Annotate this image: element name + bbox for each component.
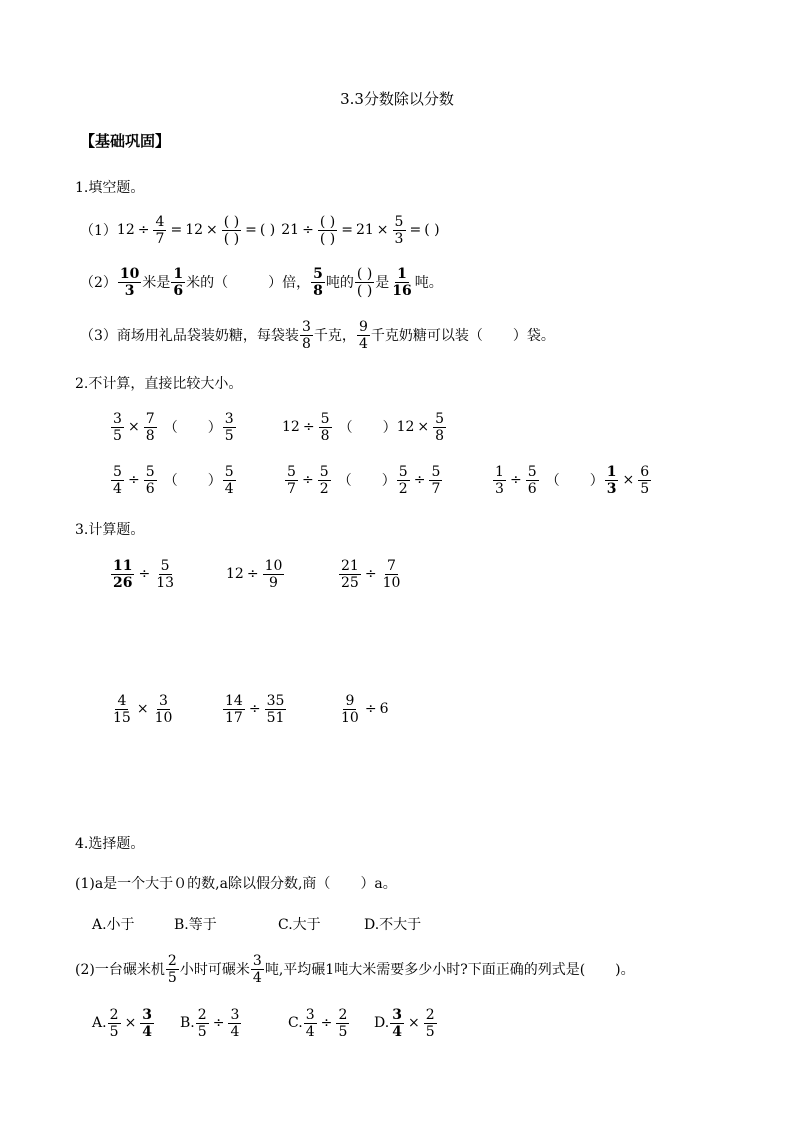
fraction <box>251 954 264 985</box>
fraction <box>433 412 446 443</box>
denominator: 10 <box>341 709 359 726</box>
fraction <box>336 1008 349 1039</box>
q2-item-5 <box>492 461 652 499</box>
fraction <box>111 465 124 496</box>
numerator: 3 <box>142 1006 153 1023</box>
fraction <box>638 465 651 496</box>
denominator: 9 <box>269 574 278 591</box>
numerator: ( ) <box>356 265 373 282</box>
fraction <box>144 412 157 443</box>
text: ）袋。 <box>512 328 555 344</box>
fraction <box>153 215 166 246</box>
divide-sign: ÷ <box>137 222 150 238</box>
times-sign: × <box>128 419 140 435</box>
divide-sign: ÷ <box>138 566 151 582</box>
numerator: 5 <box>397 465 410 481</box>
option-label: C. <box>288 1015 303 1031</box>
open-paren: （ <box>337 473 352 489</box>
q4-option-c[interactable] <box>288 1004 350 1042</box>
q4-option-d[interactable] <box>374 1004 438 1042</box>
numerator: 5 <box>144 465 157 481</box>
number: 6 <box>379 701 389 717</box>
times-sign: × <box>206 222 218 238</box>
denominator: 3 <box>606 480 617 497</box>
text: 吨,平均碾1吨大米需要多少小时?下面正确的列式是( <box>264 962 586 978</box>
numerator: 5 <box>429 465 442 481</box>
divide-sign: ÷ <box>302 419 315 435</box>
q1-p2-label: （2） <box>80 275 117 291</box>
denominator: 26 <box>113 574 133 591</box>
divide-sign: ÷ <box>364 566 377 582</box>
equals-sign: = <box>341 222 353 238</box>
number: 12 <box>226 566 244 582</box>
close-paren: ） <box>381 473 396 489</box>
numerator: 6 <box>638 465 651 481</box>
number: 12 <box>185 222 204 238</box>
text: )。 <box>615 962 635 978</box>
fraction <box>265 694 287 725</box>
denominator: ( ) <box>319 230 336 247</box>
fraction <box>166 954 179 985</box>
fraction <box>111 412 124 443</box>
denominator: 5 <box>640 480 650 497</box>
q2-item-2 <box>282 408 447 446</box>
q3-item-1 <box>110 555 177 593</box>
q4-part1-options <box>92 913 421 935</box>
fraction <box>154 559 176 590</box>
open-paren: （ <box>163 420 178 436</box>
divide-sign: ÷ <box>413 472 426 488</box>
text: 小时可碾米 <box>179 962 250 978</box>
denominator: 4 <box>230 1023 240 1040</box>
times-sign: × <box>376 222 389 238</box>
fraction <box>357 320 370 351</box>
fraction <box>300 320 313 351</box>
text: 是 <box>375 275 390 291</box>
divide-sign: ÷ <box>302 472 314 488</box>
fraction <box>339 694 361 725</box>
text: 千克， <box>313 328 356 344</box>
fraction <box>153 694 175 725</box>
q2-item-4 <box>284 461 443 499</box>
numerator: 9 <box>357 320 370 336</box>
numerator: 4 <box>153 215 166 231</box>
section-heading: 【基础巩固】 <box>80 132 171 150</box>
numerator: 3 <box>111 412 124 428</box>
fraction <box>171 267 185 298</box>
denominator: 3 <box>394 230 404 247</box>
text: 米是 <box>142 275 171 291</box>
equals-sign: = <box>170 222 183 238</box>
text: 吨的 <box>325 275 354 291</box>
q2-item-1 <box>110 408 237 446</box>
equals-sign: = <box>245 222 257 238</box>
text: 米的（ <box>186 275 229 291</box>
q3-item-5 <box>222 690 287 728</box>
q3-item-2 <box>226 555 285 593</box>
fraction <box>393 215 406 246</box>
denominator: 4 <box>113 480 122 497</box>
fraction <box>390 267 413 298</box>
denominator: 13 <box>156 574 175 591</box>
q1-part2 <box>80 263 443 301</box>
numerator: 5 <box>111 465 124 481</box>
option-label: B. <box>180 1015 195 1031</box>
denominator: 5 <box>167 969 177 986</box>
fraction <box>285 465 298 496</box>
option-label: D. <box>374 1015 390 1031</box>
fraction <box>140 1008 154 1039</box>
numerator: 3 <box>251 954 264 970</box>
denominator: ( ) <box>356 282 373 299</box>
times-sign: × <box>136 701 149 717</box>
denominator: 4 <box>224 480 234 497</box>
denominator: 10 <box>382 574 401 591</box>
fraction <box>223 465 236 496</box>
q2-heading: 2.不计算，直接比较大小。 <box>75 376 243 392</box>
denominator: 6 <box>527 480 537 497</box>
numerator: 5 <box>159 559 172 575</box>
q1-heading: 1.填空题。 <box>75 180 145 196</box>
denominator: 2 <box>398 480 408 497</box>
fraction <box>318 465 331 496</box>
divide-sign: ÷ <box>510 472 522 488</box>
numerator: 3 <box>157 694 170 710</box>
divide-sign: ÷ <box>302 222 314 238</box>
denominator: 4 <box>305 1023 315 1040</box>
divide-sign: ÷ <box>364 701 377 717</box>
text: 吨。 <box>414 275 443 291</box>
divide-sign: ÷ <box>320 1015 333 1031</box>
q4-part2 <box>75 950 635 988</box>
numerator: 7 <box>144 412 157 428</box>
q4-heading: 4.选择题。 <box>75 836 145 852</box>
fraction <box>319 412 332 443</box>
fraction <box>381 559 403 590</box>
number: 21 <box>281 222 300 238</box>
q1-p3-label: （3） <box>80 328 117 344</box>
close-paren: ） <box>207 473 222 489</box>
denominator: 2 <box>319 480 329 497</box>
denominator: 25 <box>341 574 359 591</box>
times-sign: × <box>417 419 430 435</box>
denominator: 8 <box>320 427 330 444</box>
text: 千克奶糖可以装（ <box>370 328 483 344</box>
fraction-blank <box>355 267 374 298</box>
close-paren: ） <box>207 420 222 436</box>
numerator: 5 <box>433 412 446 428</box>
fraction-blank <box>318 215 337 246</box>
fraction <box>397 465 410 496</box>
close-paren: ） <box>382 420 397 436</box>
q2-item-3 <box>110 461 237 499</box>
times-sign: × <box>622 472 635 488</box>
open-paren: （ <box>338 420 353 436</box>
fraction <box>223 412 236 443</box>
numerator: 9 <box>343 694 356 710</box>
denominator: 8 <box>145 427 155 444</box>
fraction <box>144 465 157 496</box>
q4-option-b[interactable] <box>180 1004 242 1042</box>
fraction <box>493 465 506 496</box>
fraction <box>526 465 539 496</box>
numerator: 1 <box>606 463 617 480</box>
text: 商场用礼品袋装奶糖，每袋装 <box>116 328 299 344</box>
q1-part3 <box>80 316 555 354</box>
answer-blank: ( ) <box>259 222 276 238</box>
denominator: 3 <box>124 282 135 299</box>
numerator: 3 <box>223 412 236 428</box>
denominator: 3 <box>495 480 504 497</box>
numerator: 5 <box>319 412 332 428</box>
number: 12 <box>396 419 415 435</box>
divide-sign: ÷ <box>128 472 140 488</box>
denominator: 5 <box>109 1023 119 1040</box>
numerator: 3 <box>228 1008 241 1024</box>
fraction <box>304 1008 317 1039</box>
denominator: 5 <box>425 1023 435 1040</box>
denominator: 6 <box>145 480 155 497</box>
option-a[interactable]: A.小于 <box>92 917 135 933</box>
numerator: 11 <box>113 557 133 574</box>
q4-part1 <box>75 872 397 894</box>
divide-sign: ÷ <box>248 701 261 717</box>
times-sign: × <box>407 1015 420 1031</box>
fraction <box>108 1008 121 1039</box>
q3-item-6 <box>338 690 388 728</box>
fraction <box>196 1008 209 1039</box>
times-sign: × <box>124 1015 137 1031</box>
denominator: ( ) <box>223 230 240 247</box>
numerator: 2 <box>108 1008 121 1024</box>
q3-heading: 3.计算题。 <box>75 522 145 538</box>
fraction-blank <box>222 215 241 246</box>
fraction <box>390 1008 404 1039</box>
fraction <box>339 559 361 590</box>
numerator: 5 <box>285 465 298 481</box>
text: ）a。 <box>360 876 397 892</box>
denominator: 51 <box>266 709 285 726</box>
fraction <box>605 465 619 496</box>
fraction <box>263 559 285 590</box>
denominator: 8 <box>435 427 445 444</box>
text: (2)一台碾米机 <box>75 962 165 978</box>
numerator: 2 <box>196 1008 209 1024</box>
denominator: 5 <box>338 1023 348 1040</box>
denominator: 7 <box>431 480 441 497</box>
denominator: 6 <box>173 282 184 299</box>
numerator: 5 <box>393 215 406 231</box>
denominator: 7 <box>287 480 296 497</box>
denominator: 15 <box>113 709 131 726</box>
fraction <box>111 559 134 590</box>
denominator: 4 <box>358 335 368 352</box>
q1-part1 <box>80 212 440 248</box>
q1-p1-label: （1） <box>80 223 117 239</box>
numerator: ( ) <box>319 213 336 230</box>
fraction <box>223 694 245 725</box>
denominator: 8 <box>301 335 311 352</box>
denominator: 5 <box>224 427 234 444</box>
numerator: 1 <box>173 265 184 282</box>
numerator: 5 <box>223 465 236 481</box>
answer-blank: ( ) <box>424 222 440 238</box>
fraction <box>228 1008 241 1039</box>
q3-item-4 <box>110 690 175 728</box>
option-c[interactable]: C.大于 <box>278 917 321 933</box>
equals-sign: = <box>409 222 422 238</box>
denominator: 5 <box>197 1023 207 1040</box>
numerator: 5 <box>313 265 323 282</box>
numerator: 21 <box>341 557 359 574</box>
number: 12 <box>282 419 300 435</box>
numerator: 10 <box>264 557 283 574</box>
numerator: 2 <box>336 1008 349 1024</box>
numerator: 3 <box>300 320 313 336</box>
numerator: 3 <box>392 1006 402 1023</box>
option-d[interactable]: D.不大于 <box>364 917 422 933</box>
number: 21 <box>355 222 374 238</box>
numerator: 2 <box>166 954 179 970</box>
denominator: 4 <box>142 1023 153 1040</box>
fraction <box>111 694 133 725</box>
denominator: 7 <box>155 230 165 247</box>
denominator: 4 <box>252 969 262 986</box>
open-paren: （ <box>163 473 178 489</box>
denominator: 8 <box>313 282 323 299</box>
denominator: 17 <box>225 709 243 726</box>
divide-sign: ÷ <box>246 566 259 582</box>
denominator: 5 <box>113 427 122 444</box>
fraction <box>424 1008 437 1039</box>
fraction <box>429 465 442 496</box>
q3-item-3 <box>338 555 403 593</box>
numerator: 5 <box>318 465 331 481</box>
fraction <box>311 267 325 298</box>
q4-option-a[interactable] <box>92 1004 155 1042</box>
numerator: 1 <box>397 265 407 282</box>
text: (1)a是一个大于０的数,a除以假分数,商（ <box>75 876 331 892</box>
numerator: 14 <box>225 692 243 709</box>
numerator: 3 <box>304 1008 317 1024</box>
numerator: 1 <box>493 465 506 481</box>
fraction <box>118 267 141 298</box>
close-paren: ） <box>589 473 604 489</box>
numerator: 35 <box>266 692 285 709</box>
option-b[interactable]: B.等于 <box>174 917 217 933</box>
open-paren: （ <box>545 473 560 489</box>
numerator: ( ) <box>223 213 240 230</box>
numerator: 10 <box>119 265 140 282</box>
divide-sign: ÷ <box>212 1015 225 1031</box>
denominator: 16 <box>392 282 412 299</box>
numerator: 5 <box>526 465 539 481</box>
denominator: 10 <box>154 709 173 726</box>
numerator: 4 <box>115 694 128 710</box>
numerator: 2 <box>424 1008 437 1024</box>
number: 12 <box>116 222 135 238</box>
numerator: 7 <box>385 559 398 575</box>
text: ）倍， <box>268 275 311 291</box>
denominator: 4 <box>392 1023 402 1040</box>
page-title: 3.3分数除以分数 <box>340 90 454 108</box>
option-label: A. <box>92 1015 107 1031</box>
